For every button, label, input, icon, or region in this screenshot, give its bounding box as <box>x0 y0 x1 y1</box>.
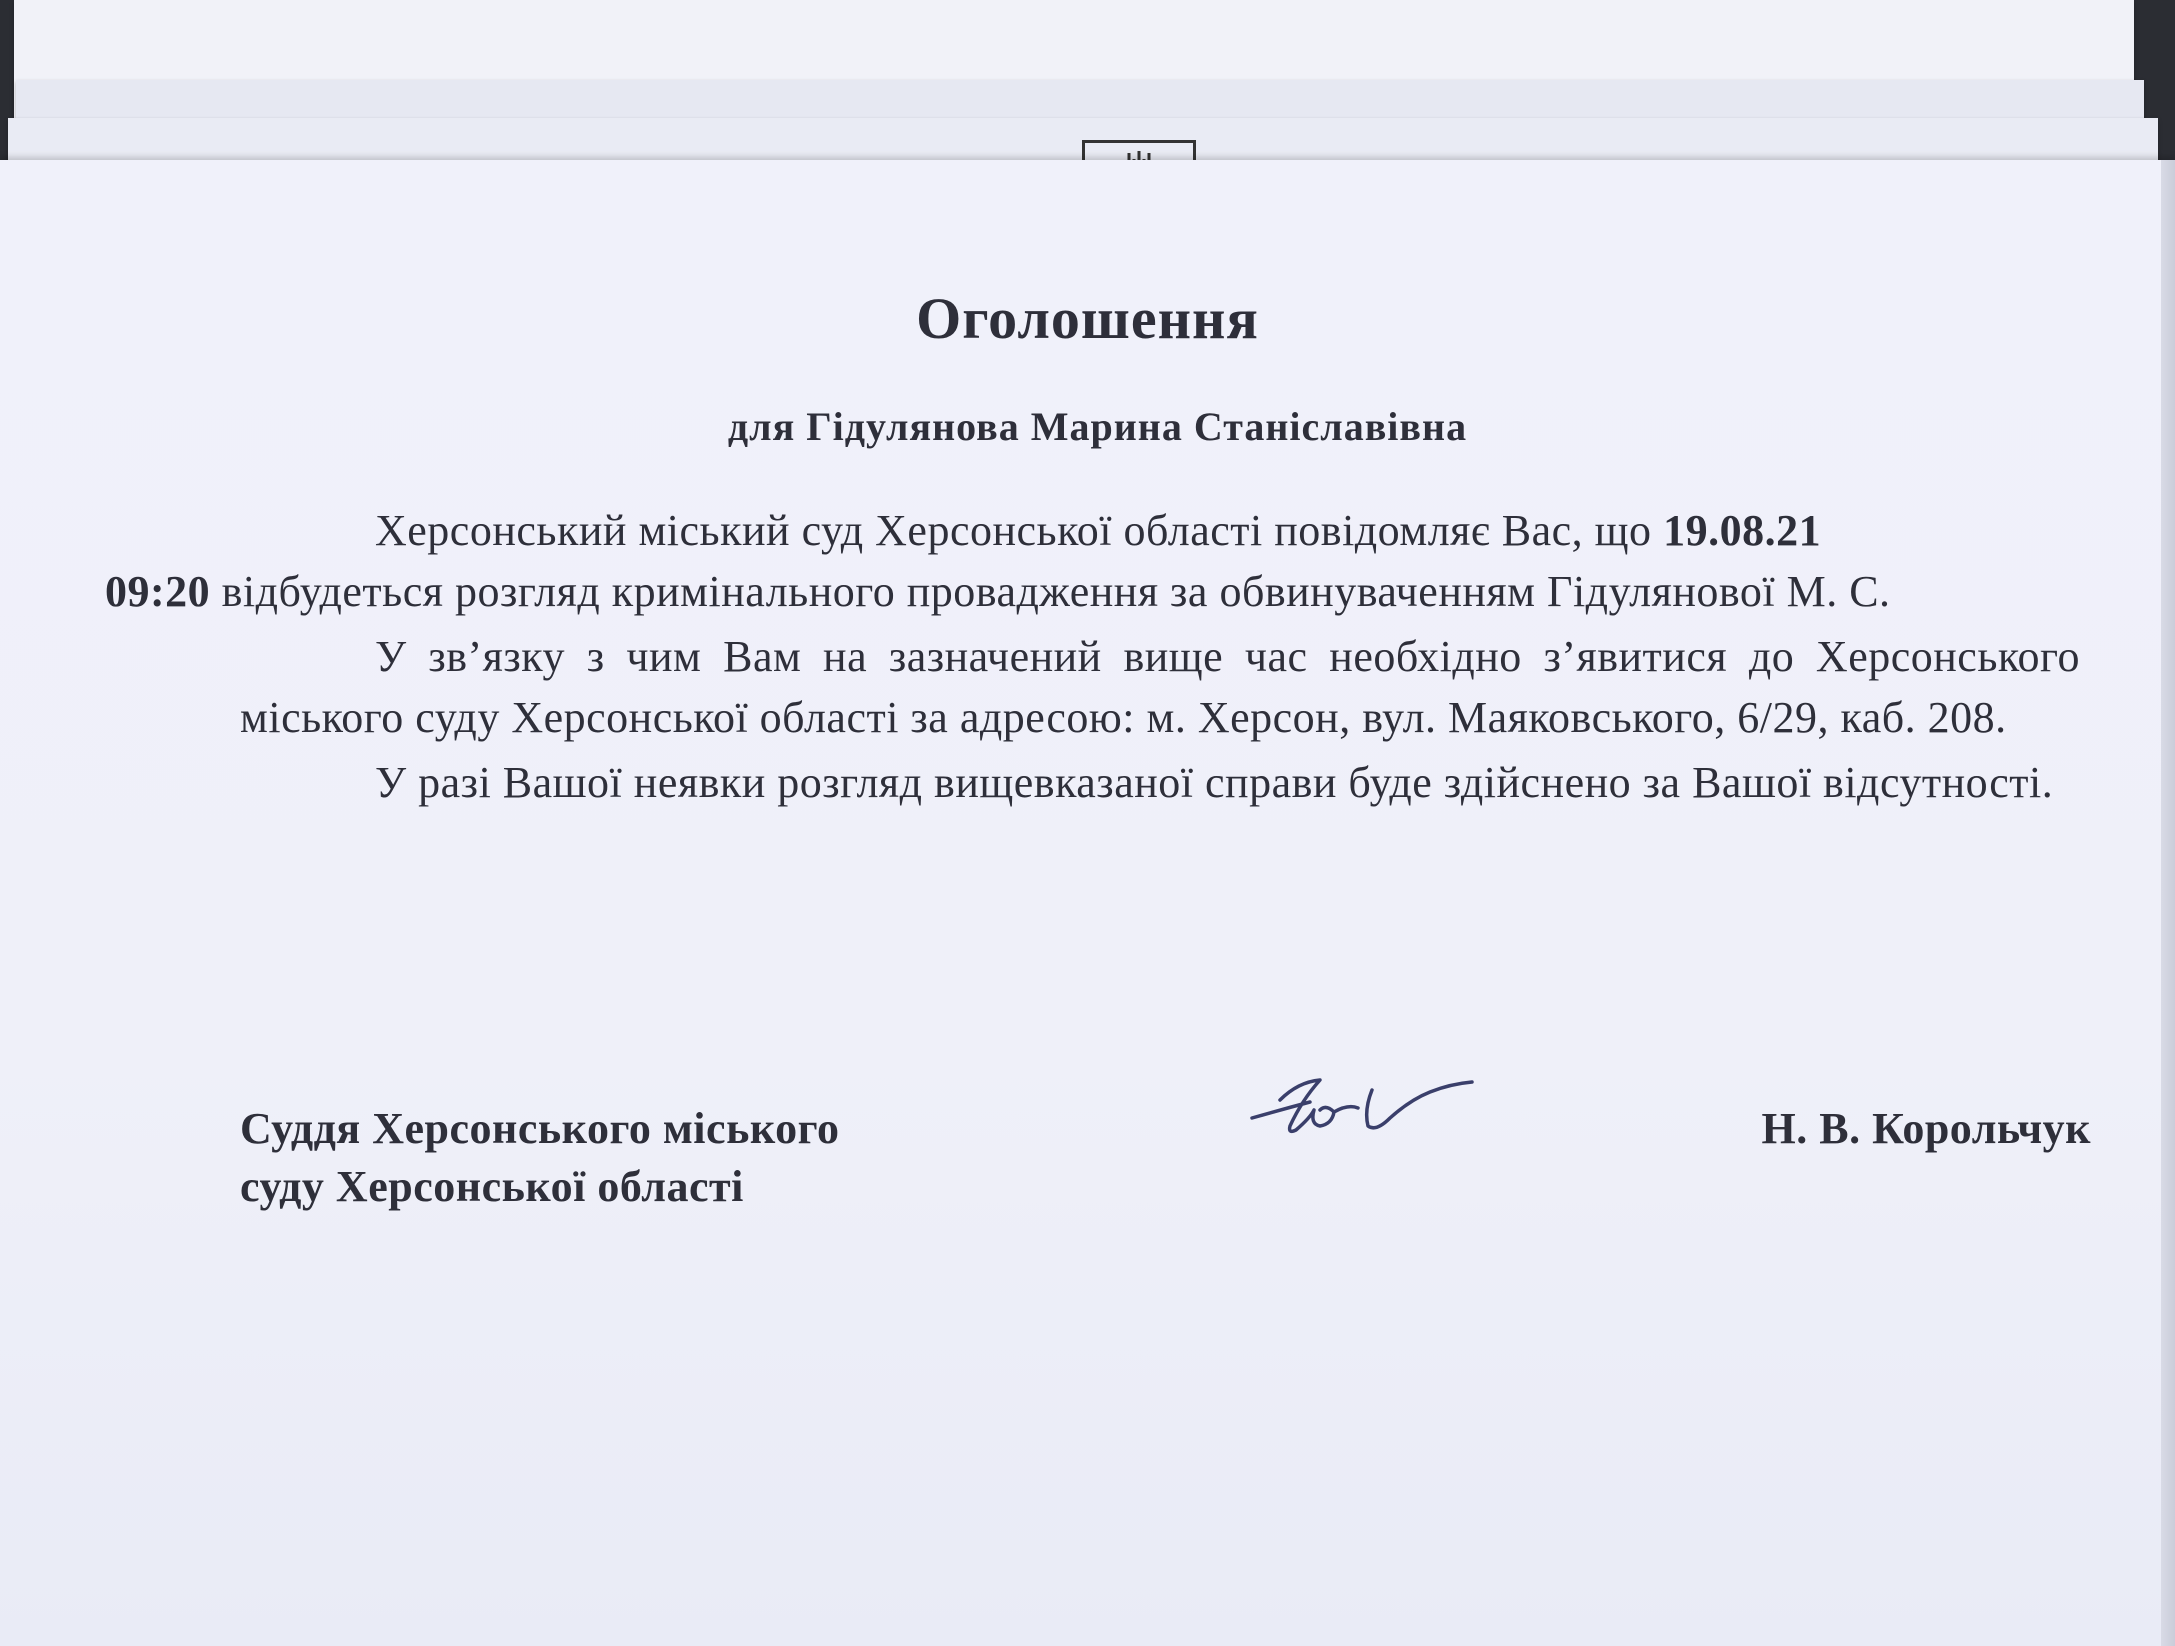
paragraph-1-rest: відбудеться розгляд кримінального провадження за обвинуваченням Гідулянової М. С. <box>210 567 1891 616</box>
handwritten-signature <box>1240 1060 1500 1170</box>
signer-title-line-1: Суддя Херсонського міського <box>240 1104 840 1153</box>
signer-name: Н. В. Корольчук <box>1761 1104 2091 1153</box>
notice-paragraph-2: У зв’язку з чим Вам на зазначений вище час необхідно з’явитися до Херсонського міського суду Херсонської області за адресою: м. Херсон, вул. Маяковського, 6/29, каб. 208. <box>240 632 2080 742</box>
addressee-line: для Гідулянова Марина Станіславівна <box>727 404 1468 449</box>
notice-title: Оголошення <box>916 286 1259 351</box>
signer-title-line-2: суду Херсонської області <box>240 1162 744 1211</box>
notice-page <box>0 160 2175 1646</box>
notice-body <box>105 500 2080 813</box>
paragraph-1-intro: Херсонський міський суд Херсонської області повідомляє Вас, що <box>375 506 1664 555</box>
hearing-date: 19.08.21 <box>1663 506 1822 555</box>
hearing-time: 09:20 <box>105 567 211 616</box>
page-edge <box>2161 160 2175 1646</box>
notice-paragraph-1 <box>105 500 2080 622</box>
signer-title <box>240 1100 840 1216</box>
notice-paragraph-3: У разі Вашої неявки розгляд вищевказаної справи буде здійснено за Вашої відсутності. <box>375 758 2054 807</box>
